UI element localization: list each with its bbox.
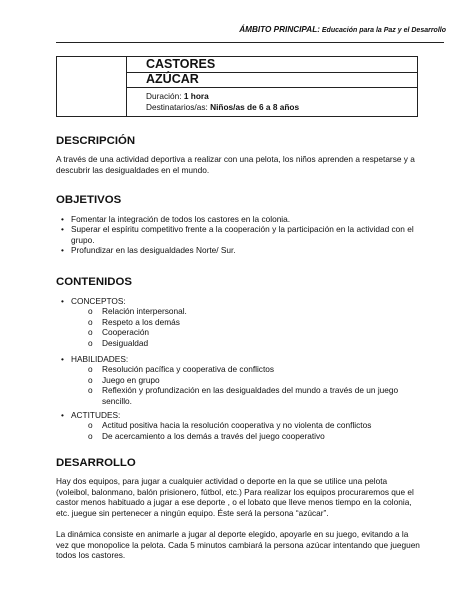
habilidades-list xyxy=(56,354,420,406)
list-item: o Resolución pacífica y cooperativa de conflictos xyxy=(88,364,275,375)
concepto-text: Desigualdad xyxy=(102,337,149,348)
list-item: • Profundizar en las desigualdades Norte/ Sur. xyxy=(61,245,236,256)
list-item: o De acercamiento a los demás a través del juego cooperativo xyxy=(88,430,325,441)
card-activity-row xyxy=(126,72,417,88)
descripcion-heading: DESCRIPCIÓN xyxy=(56,135,136,147)
objetivo-text: Superar el espíritu competitivo frente a la cooperación y la participación en la actividad con el grupo. xyxy=(71,224,414,245)
group-label: CONCEPTOS: xyxy=(71,296,126,306)
list-item: • HABILIDADES: o Resolución pacífica y cooperativa de conflictos o Juego en grupo o Reflexión y profundización en las desigualdades del mundo a través de un juego sencillo. xyxy=(56,354,420,406)
list-item: • Superar el espíritu competitivo frente a la cooperación y la participación en la actividad con el grupo. xyxy=(61,224,414,245)
header-area: Educación para la Paz y el Desarrollo xyxy=(319,27,446,34)
habilidad-text: Juego en grupo xyxy=(102,374,160,385)
actitud-text: De acercamiento a los demás a través del juego cooperativo xyxy=(102,430,325,441)
list-item: o Respeto a los demás xyxy=(88,316,180,327)
audience-value: Niños/as de 6 a 8 años xyxy=(210,102,300,112)
conceptos-list xyxy=(56,296,420,348)
objetivo-text: Profundizar en las desigualdades Norte/ Sur. xyxy=(71,245,236,256)
header-rule xyxy=(56,42,444,43)
group-label: HABILIDADES: xyxy=(71,354,129,364)
objetivos-list xyxy=(56,214,420,256)
list-item: • Fomentar la integración de todos los castores en la colonia. xyxy=(61,214,291,224)
header-prefix: ÁMBITO PRINCIPAL: xyxy=(239,25,320,34)
list-item: • CONCEPTOS: o Relación interpersonal. o Respeto a los demás o Cooperación o Desigualdad xyxy=(56,296,420,348)
concepto-text: Cooperación xyxy=(102,327,150,338)
list-item: o Desigualdad xyxy=(88,337,149,348)
habilidad-text: Resolución pacífica y cooperativa de conflictos xyxy=(102,364,275,375)
desarrollo-heading: DESARROLLO xyxy=(56,457,136,469)
card-info xyxy=(146,91,299,113)
descripcion-text: A través de una actividad deportiva a realizar con una pelota, los niños aprenden a respetarse y a descubrir las desigualdades en el mundo. xyxy=(56,154,415,175)
objetivos-heading: OBJETIVOS xyxy=(56,194,122,206)
desarrollo-paragraph-1: Hay dos equipos, para jugar a cualquier actividad o deporte en la que se utilice una pelota (voleibol, balonmano, balón prisionero, fútbol, etc.) Para realizar los equipos procuraremos que el castor menos habituado a jugar a ese deporte , o el lobato que lleve menos tiempo en la colonia, etc. juegue sin pertenecer a ningún equipo. Éste será la persona “azúcar”. xyxy=(56,476,414,518)
group-label: ACTITUDES: xyxy=(71,410,121,420)
concepto-text: Respeto a los demás xyxy=(102,316,180,327)
list-item: o Actitud positiva hacia la resolución cooperativa y no violenta de conflictos xyxy=(88,420,372,431)
list-item: o Relación interpersonal. xyxy=(88,306,187,317)
desarrollo-paragraph-2: La dinámica consiste en animarle a jugar al deporte elegido, apoyarle en su juego, evitando a la vez que monopolice la pelota. Cada 5 minutos cambiará la persona azúcar intentando que jueguen todos los castores. xyxy=(56,529,420,560)
list-item: o Juego en grupo xyxy=(88,374,160,385)
card-group-row xyxy=(126,57,417,73)
card-left-cell xyxy=(57,57,127,116)
activity-name: AZÚCAR xyxy=(146,72,199,86)
page-header xyxy=(239,25,446,34)
group-name: CASTORES xyxy=(146,57,216,71)
habilidad-text: Reflexión y profundización en las desigualdades del mundo a través de un juego sencillo. xyxy=(102,385,399,406)
audience-line xyxy=(146,102,299,113)
duration-line xyxy=(146,91,299,102)
duration-label: Duración: xyxy=(146,91,184,101)
actitud-text: Actitud positiva hacia la resolución cooperativa y no violenta de conflictos xyxy=(102,420,372,431)
objetivo-text: Fomentar la integración de todos los castores en la colonia. xyxy=(71,214,291,224)
list-item: o Cooperación xyxy=(88,327,150,338)
concepto-text: Relación interpersonal. xyxy=(102,306,187,317)
list-item: • ACTITUDES: o Actitud positiva hacia la resolución cooperativa y no violenta de conflictos o De acercamiento a los demás a través del juego cooperativo xyxy=(56,410,420,441)
activity-card xyxy=(56,56,418,117)
contenidos-heading: CONTENIDOS xyxy=(56,276,132,288)
audience-label: Destinatarios/as: xyxy=(146,102,211,112)
actitudes-list xyxy=(56,410,420,441)
duration-value: 1 hora xyxy=(183,91,209,101)
list-item: o Reflexión y profundización en las desigualdades del mundo a través de un juego sencillo. xyxy=(88,385,399,406)
